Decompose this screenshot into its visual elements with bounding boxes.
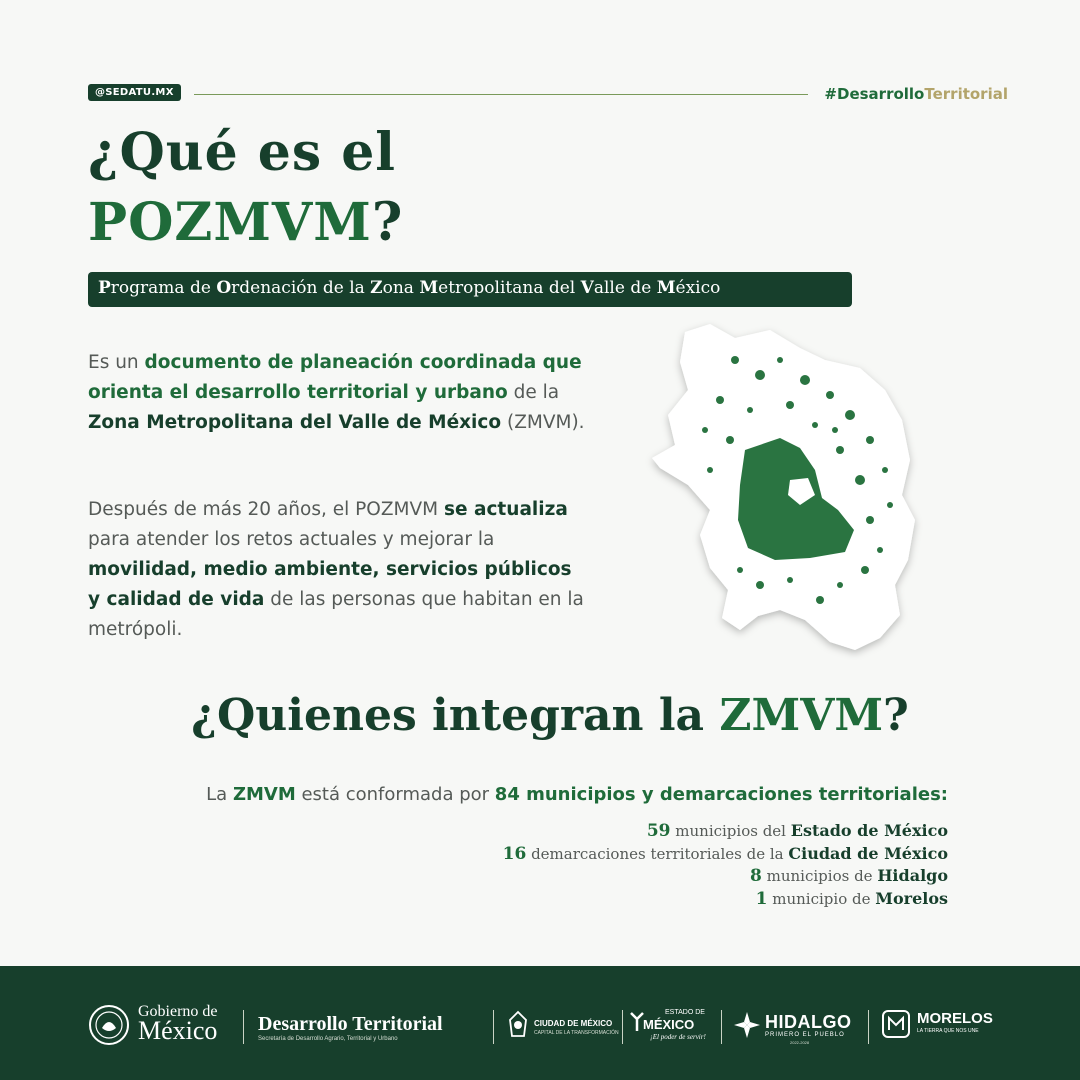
- word: éxico: [675, 278, 721, 298]
- footer-separator: [622, 1010, 623, 1044]
- text: está conformada por: [295, 784, 495, 805]
- word: rdenación: [231, 278, 318, 298]
- sedatu-label: Secretaría de Desarrollo Agrario, Territorial y Urbano: [258, 1036, 398, 1042]
- footer-logos: [0, 966, 1080, 1080]
- initial-v: V: [580, 278, 594, 298]
- section-title-acronym: ZMVM: [719, 690, 884, 741]
- hidalgo-slogan: PRIMERO EL PUEBLO: [765, 1032, 845, 1038]
- item-count: 1: [755, 888, 768, 909]
- word: de: [624, 278, 657, 298]
- cdmx-label: CIUDAD DE MÉXICO: [534, 1019, 613, 1028]
- section-title-qmark: ?: [883, 690, 909, 741]
- item-count: 59: [646, 821, 671, 841]
- word: de la: [317, 278, 371, 298]
- cdmx-logo-icon: [506, 1010, 530, 1040]
- social-handle: @SEDATU.MX: [88, 84, 181, 101]
- footer-separator: [721, 1010, 722, 1044]
- item-text: demarcaciones territoriales de la: [526, 844, 789, 863]
- estado-de-label: ESTADO DE: [665, 1009, 705, 1016]
- initial-p: P: [98, 278, 111, 298]
- desarrollo-territorial-label: Desarrollo Territorial: [258, 1013, 443, 1035]
- list-item: [503, 820, 948, 843]
- item-count: 8: [750, 866, 762, 886]
- composition-intro: [206, 784, 948, 805]
- hashtag-part2: Territorial: [924, 85, 1008, 103]
- gobierno-label: Gobierno de: [138, 1003, 218, 1020]
- description-paragraph: [88, 348, 588, 438]
- composition-list: [503, 820, 948, 910]
- item-text: municipio de: [767, 889, 876, 908]
- top-bar: [88, 84, 1008, 104]
- word: alle: [593, 278, 625, 298]
- highlight: 84 municipios y demarcaciones territoriales:: [494, 784, 948, 805]
- initial-o: O: [216, 278, 232, 298]
- item-text: municipios de: [761, 867, 878, 885]
- hashtag: [824, 85, 1008, 103]
- text: de las personas que habitan en la metrópoli.: [88, 589, 584, 640]
- section-title: [0, 690, 1080, 741]
- word: del: [543, 278, 581, 298]
- highlight: ZMVM: [232, 784, 296, 805]
- cdmx-slogan: CAPITAL DE LA TRANSFORMACIÓN: [534, 1030, 619, 1036]
- title-line2: [88, 192, 403, 253]
- highlight: movilidad, medio ambiente, servicios públicos y calidad de vida: [88, 559, 572, 610]
- item-count: 16: [502, 843, 527, 864]
- morelos-label: MORELOS: [917, 1010, 993, 1027]
- list-item: [503, 888, 948, 911]
- word: etropolitana: [438, 278, 544, 298]
- hidalgo-years: 2022-2028: [790, 1040, 810, 1045]
- highlight: se actualiza: [443, 499, 568, 520]
- footer-separator: [868, 1010, 869, 1044]
- morelos-slogan: LA TIERRA QUE NOS UNE: [917, 1028, 979, 1034]
- highlight: documento de planeación coordinada que orienta el desarrollo territorial y urbano: [88, 352, 582, 403]
- morelos-logo-icon: [880, 1008, 912, 1040]
- title-qmark: ?: [371, 192, 404, 253]
- item-place: Hidalgo: [877, 866, 948, 885]
- title-line1: ¿Qué es el: [88, 122, 397, 183]
- item-place: Morelos: [875, 888, 948, 908]
- initial-z: Z: [370, 278, 383, 298]
- text: Después de más 20 años, el POZMVM: [88, 499, 444, 520]
- title-acronym: POZMVM: [88, 192, 372, 253]
- footer-separator: [243, 1010, 244, 1044]
- text: de la: [507, 382, 560, 403]
- divider-line: [194, 94, 808, 95]
- section-title-text: ¿Quienes integran la: [191, 690, 720, 741]
- footer-separator: [493, 1010, 494, 1044]
- initial-m2: M: [656, 278, 676, 298]
- update-paragraph: [88, 495, 588, 645]
- estado-slogan: ¡El poder de servir!: [650, 1033, 706, 1041]
- list-item: [503, 843, 948, 866]
- initial-m: M: [419, 278, 439, 298]
- zmvm-map-illustration: [640, 320, 930, 660]
- text: Es un: [88, 352, 145, 373]
- text: La: [206, 784, 233, 805]
- text: (ZMVM).: [501, 412, 585, 433]
- list-item: [503, 865, 948, 888]
- hidalgo-label: HIDALGO: [765, 1012, 852, 1032]
- text: para atender los retos actuales y mejorar la: [88, 529, 495, 550]
- program-full-name: [88, 272, 852, 307]
- word: rograma: [110, 278, 185, 298]
- hashtag-part1: #Desarrollo: [824, 85, 925, 103]
- word: ona: [382, 278, 414, 298]
- gobierno-mexico-label: México: [138, 1016, 218, 1045]
- word: de: [184, 278, 217, 298]
- highlight: Zona Metropolitana del Valle de México: [88, 412, 502, 433]
- item-place: Estado de México: [790, 821, 948, 840]
- hidalgo-logo-icon: [732, 1010, 762, 1040]
- estado-mexico-label: MÉXICO: [643, 1017, 695, 1032]
- item-place: Ciudad de México: [788, 843, 948, 863]
- item-text: municipios del: [670, 822, 791, 840]
- mexico-seal-icon: [88, 1004, 130, 1046]
